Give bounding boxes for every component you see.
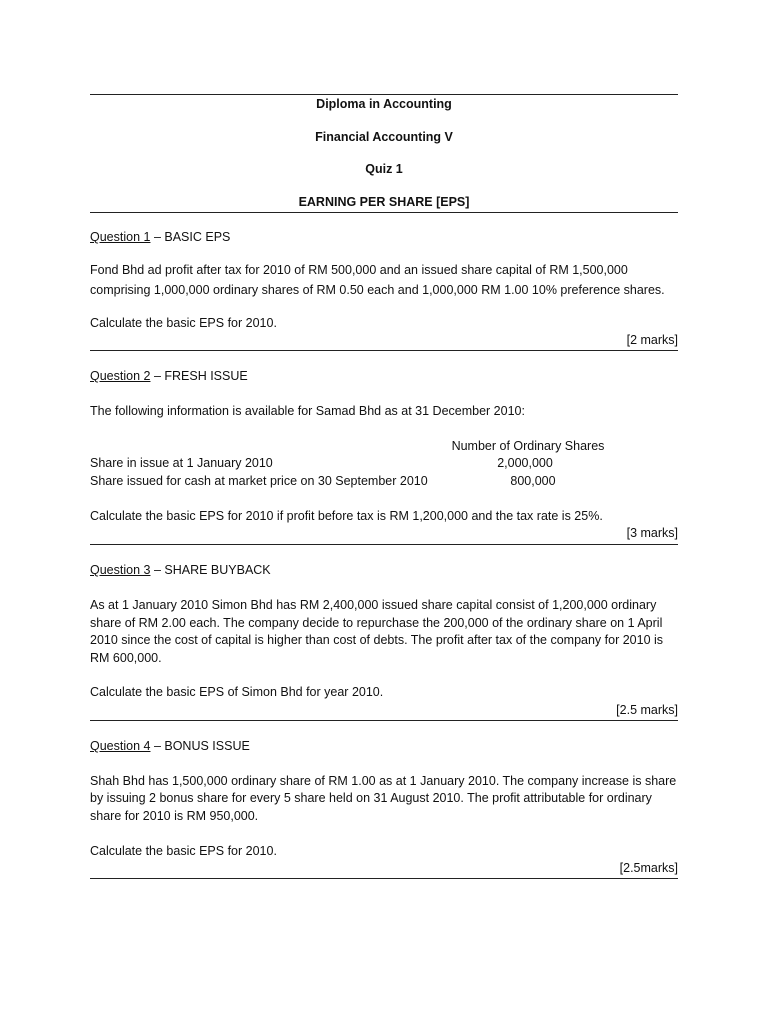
question-1-text-line-2: comprising 1,000,000 ordinary shares of RM 0.50 each and 1,000,000 RM 1.00 10% preference shares. — [90, 283, 665, 297]
question-3-label: Question 3 — [90, 563, 151, 577]
shares-row-value: 2,000,000 — [497, 456, 553, 470]
question-2-rule — [90, 544, 678, 545]
question-4-text-line-3: share for 2010 is RM 950,000. — [90, 809, 259, 823]
question-2-heading — [90, 368, 248, 385]
question-4-label: Question 4 — [90, 739, 151, 753]
question-3-text-line-3: 2010 since the cost of capital is higher than cost of debts. The profit after tax of the company for 2010 is — [90, 633, 664, 647]
shares-row-value: 800,000 — [510, 474, 556, 488]
question-3-topic: – SHARE BUYBACK — [150, 563, 271, 577]
question-4-topic: – BONUS ISSUE — [150, 739, 250, 753]
question-1-text-line-1: Fond Bhd ad profit after tax for 2010 of RM 500,000 and an issued share capital of RM 1,500,000 — [90, 263, 628, 277]
question-1-heading — [90, 229, 230, 246]
course-title: Diploma in Accounting — [316, 97, 452, 111]
question-3-heading — [90, 562, 271, 579]
question-1-instruction: Calculate the basic EPS for 2010. — [90, 316, 277, 330]
question-2-label: Question 2 — [90, 369, 151, 383]
header-bottom-rule — [90, 212, 678, 213]
question-1-label: Question 1 — [90, 230, 151, 244]
question-3-rule — [90, 720, 678, 721]
shares-row-label: Share in issue at 1 January 2010 — [90, 456, 273, 470]
question-3-text-line-1: As at 1 January 2010 Simon Bhd has RM 2,400,000 issued share capital consist of 1,200,000 ordinary — [90, 598, 657, 612]
question-1-rule — [90, 350, 678, 351]
header-top-rule — [90, 94, 678, 95]
question-2-intro: The following information is available for Samad Bhd as at 31 December 2010: — [90, 404, 525, 418]
question-1-topic: – BASIC EPS — [150, 230, 231, 244]
question-3-instruction: Calculate the basic EPS of Simon Bhd for year 2010. — [90, 685, 384, 699]
question-4-text-line-2: by issuing 2 bonus share for every 5 share held on 31 August 2010. The profit attributable for ordinary — [90, 791, 652, 805]
question-4-instruction: Calculate the basic EPS for 2010. — [90, 844, 277, 858]
subject-title: Financial Accounting V — [315, 130, 453, 144]
question-4-text-line-1: Shah Bhd has 1,500,000 ordinary share of RM 1.00 as at 1 January 2010. The company increase is share — [90, 774, 677, 788]
question-3-text-line-2: share of RM 2.00 each. The company decide to repurchase the 200,000 of the ordinary share on 1 April — [90, 616, 663, 630]
topic-title: EARNING PER SHARE [EPS] — [298, 195, 470, 209]
question-3-marks: [2.5 marks] — [616, 703, 678, 717]
shares-row-label: Share issued for cash at market price on 30 September 2010 — [90, 474, 428, 488]
question-4-marks: [2.5marks] — [619, 861, 678, 875]
question-2-instruction: Calculate the basic EPS for 2010 if profit before tax is RM 1,200,000 and the tax rate is 25%. — [90, 509, 603, 523]
question-4-heading — [90, 738, 250, 755]
question-3-text-line-4: RM 600,000. — [90, 651, 162, 665]
question-4-rule — [90, 878, 678, 879]
shares-column-header: Number of Ordinary Shares — [451, 439, 605, 453]
quiz-title: Quiz 1 — [365, 162, 403, 176]
question-2-topic: – FRESH ISSUE — [150, 369, 248, 383]
question-1-marks: [2 marks] — [626, 333, 678, 347]
question-2-marks: [3 marks] — [626, 526, 678, 540]
